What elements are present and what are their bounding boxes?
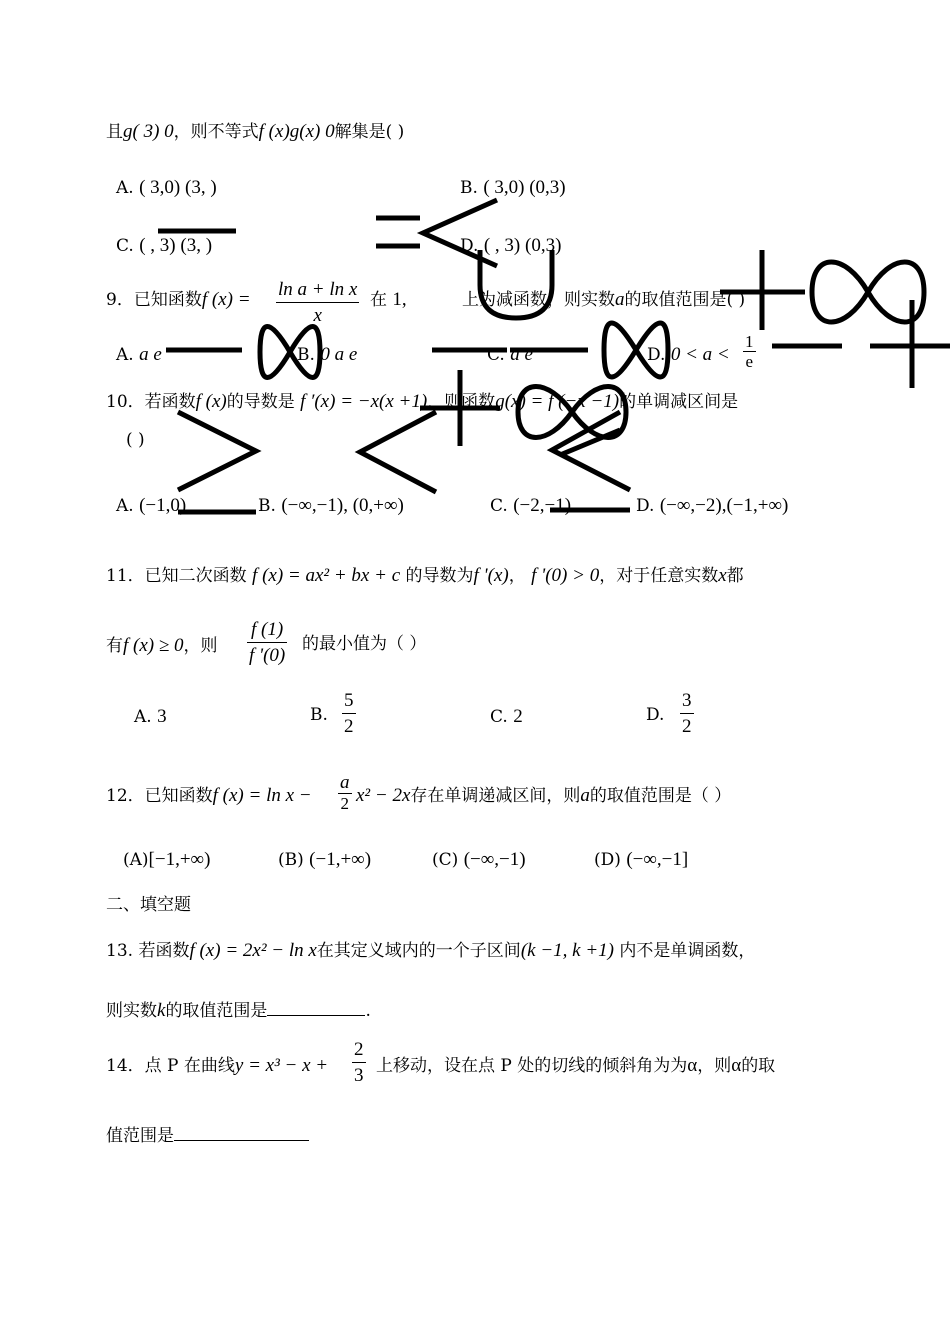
q10-math-g: g(x) = f (−x −1) xyxy=(495,391,620,412)
q8-stem-text-a: 且 xyxy=(106,122,123,142)
q10-text-d: 的单调减区间是 xyxy=(619,392,739,412)
q8-stem-math-1: g( 3) 0 xyxy=(123,121,174,142)
q8-option-a-label: A. xyxy=(116,178,134,198)
q11-option-d-numerator: 3 xyxy=(682,690,692,711)
q10-option-c-label: C. xyxy=(490,496,508,516)
q9-option-a-label: A. xyxy=(116,345,134,365)
q12-option-b-label: (B) xyxy=(278,850,304,870)
q8-option-b-text: ( 3,0) (0,3) xyxy=(483,177,566,198)
q9-option-c-text: a e xyxy=(510,344,533,365)
q8-stem-text-c: 解集是( ) xyxy=(334,122,405,142)
infinity-glyph xyxy=(812,262,924,322)
q10-math-f: f (x) xyxy=(195,391,227,412)
q8-stem-text-b: ，则不等式 xyxy=(173,122,259,142)
q14-fraction-denominator: 3 xyxy=(354,1065,364,1086)
q10-option-d-text: (−∞,−2),(−1,+∞) xyxy=(659,495,789,516)
q14-line2-a: 值范围是 xyxy=(106,1126,174,1146)
q11-option-c-text: 2 xyxy=(513,706,523,727)
q11-math-nonneg: f (x) ≥ 0 xyxy=(123,635,184,656)
q11-fraction-numerator: f (1) xyxy=(251,619,284,640)
section-title: 二、填空题 xyxy=(106,895,191,915)
q10-option-b-text: (−∞,−1), (0,+∞) xyxy=(281,495,404,516)
q9-option-d-text: 0 < a < xyxy=(670,344,730,365)
q10-math-derivative: f ′(x) = −x(x +1) xyxy=(300,391,428,412)
q12-option-d-text: (−∞,−1] xyxy=(626,849,689,870)
greater-equal-glyph xyxy=(178,412,256,490)
q12-math-tail: x² − 2x xyxy=(356,785,411,806)
q14-text-c: ，则 xyxy=(697,1056,732,1076)
q10-option-d-label: D. xyxy=(636,496,655,516)
q9-fraction-numerator: ln a + ln x xyxy=(278,279,358,300)
q10-answer-paren: ( ) xyxy=(126,430,145,450)
q9-number: 9．已知函数 xyxy=(106,290,202,310)
q9-interval: 1, xyxy=(392,289,407,310)
q12-var-a: a xyxy=(580,785,590,806)
q8-option-c-text: ( , 3) (3, ) xyxy=(139,235,213,256)
q13-text-b: 在其定义域内的一个子区间 xyxy=(316,941,521,961)
q13-math-interval: (k −1, k +1) xyxy=(520,940,614,961)
q11-text-d: 都 xyxy=(726,566,744,586)
q14-math-curve: y = x³ − x + xyxy=(234,1055,329,1076)
less-equal-glyph xyxy=(423,200,497,266)
q11-option-d-label: D. xyxy=(646,705,665,725)
q10-number: 10．若函数 xyxy=(106,392,196,412)
q9-option-b-label: B. xyxy=(297,345,315,365)
q11-option-a-label: A. xyxy=(134,707,152,727)
q13-line2-end: . xyxy=(365,1001,371,1021)
q11-math-condition: f '(0) > 0 xyxy=(531,565,600,586)
q8-option-d-label: D. xyxy=(460,236,479,256)
q11-number: 11．已知二次函数 xyxy=(106,566,247,586)
q13-var-k: k xyxy=(157,1000,166,1021)
q14-text-b: 上移动，设在点 P 处的切线的倾斜角为为 xyxy=(376,1056,688,1076)
q14-number: 14．点 P 在曲线 xyxy=(106,1056,235,1076)
q9-option-a-text: a e xyxy=(139,344,162,365)
q9-option-d-numerator: 1 xyxy=(745,332,754,351)
q10-text-c: ，则函数 xyxy=(427,392,496,412)
q12-math-f: f (x) = ln x − xyxy=(212,785,312,806)
q12-option-a-label: (A) xyxy=(123,850,149,870)
q8-option-b-label: B. xyxy=(460,178,478,198)
q10-option-a-text: (−1,0) xyxy=(139,495,187,516)
q13-line2-b: 的取值范围是 xyxy=(165,1001,268,1021)
q8-stem-math-2: f (x)g(x) 0 xyxy=(258,121,335,142)
q10-option-c-text: (−2,−1) xyxy=(513,495,572,516)
q11-math-quadratic: f (x) = ax² + bx + c xyxy=(252,565,401,586)
q10-option-b-label: B. xyxy=(258,496,276,516)
q12-option-b-text: (−1,+∞) xyxy=(309,849,372,870)
q11-line2-a: 有 xyxy=(106,636,123,656)
q13-line2-a: 则实数 xyxy=(106,1001,157,1021)
q10-text-b: 的导数是 xyxy=(226,392,295,412)
q12-fraction-denominator: 2 xyxy=(340,794,349,813)
q11-line2-c: 的最小值为（ ） xyxy=(302,634,427,654)
q11-line2-b: ，则 xyxy=(183,636,218,656)
q12-number: 12．已知函数 xyxy=(106,786,213,806)
q11-option-a-text: 3 xyxy=(157,706,167,727)
q11-option-b-numerator: 5 xyxy=(344,690,354,711)
q11-option-d-denominator: 2 xyxy=(682,716,692,737)
q11-text-b: 的导数为 xyxy=(405,566,474,586)
infinity-glyph xyxy=(604,323,668,377)
q12-option-c-text: (−∞,−1) xyxy=(463,849,526,870)
q12-option-a-text: [−1,+∞) xyxy=(148,849,211,870)
q12-option-d-label: (D) xyxy=(594,850,621,870)
q10-option-a-label: A. xyxy=(116,496,134,516)
union-glyph xyxy=(480,250,552,318)
q9-math-f: f (x) = xyxy=(201,289,251,310)
q14-text-d: 的取 xyxy=(741,1056,776,1076)
q14-alpha-1: α xyxy=(687,1055,698,1076)
q9-text-b: 在 xyxy=(370,290,387,310)
q8-option-d-text: ( , 3) (0,3) xyxy=(483,235,562,256)
q13-number: 13. 若函数 xyxy=(106,941,190,961)
q9-text-c: 上为减函数，则实数 xyxy=(462,290,615,310)
q11-option-c-label: C. xyxy=(490,707,508,727)
q11-text-c: ，对于任意实数 xyxy=(599,566,719,586)
q8-option-a-text: ( 3,0) (3, ) xyxy=(139,177,217,198)
q9-option-d-label: D. xyxy=(647,345,666,365)
q9-option-c-label: C. xyxy=(487,345,505,365)
q14-alpha-2: α xyxy=(731,1055,742,1076)
q9-fraction-denominator: x xyxy=(313,305,322,326)
q11-separator: ， xyxy=(508,566,526,586)
q9-option-b-text: 0 a e xyxy=(320,344,358,365)
q11-option-b-denominator: 2 xyxy=(344,716,354,737)
q12-fraction-numerator: a xyxy=(340,772,350,793)
q12-text-c: 的取值范围是（ ） xyxy=(589,786,732,806)
q12-option-c-label: (C) xyxy=(432,850,459,870)
q12-text-b: 存在单调递减区间，则 xyxy=(410,786,581,806)
infinity-glyph xyxy=(518,387,626,438)
q9-text-d: 的取值范围是( ) xyxy=(624,290,746,310)
q11-option-b-label: B. xyxy=(310,705,328,725)
q9-var-a: a xyxy=(615,289,625,310)
q13-math-f: f (x) = 2x² − ln x xyxy=(189,940,317,961)
q13-text-c: 内不是单调函数， xyxy=(619,941,756,961)
q11-fraction-denominator: f '(0) xyxy=(249,645,286,666)
q11-math-derivative: f '(x) xyxy=(473,565,509,586)
q9-option-d-denominator: e xyxy=(745,352,754,371)
infinity-glyph xyxy=(260,327,320,378)
q14-fraction-numerator: 2 xyxy=(354,1039,364,1060)
q11-var-x: x xyxy=(718,565,727,586)
less-than-glyph xyxy=(360,412,436,492)
q8-option-c-label: C. xyxy=(116,236,134,256)
